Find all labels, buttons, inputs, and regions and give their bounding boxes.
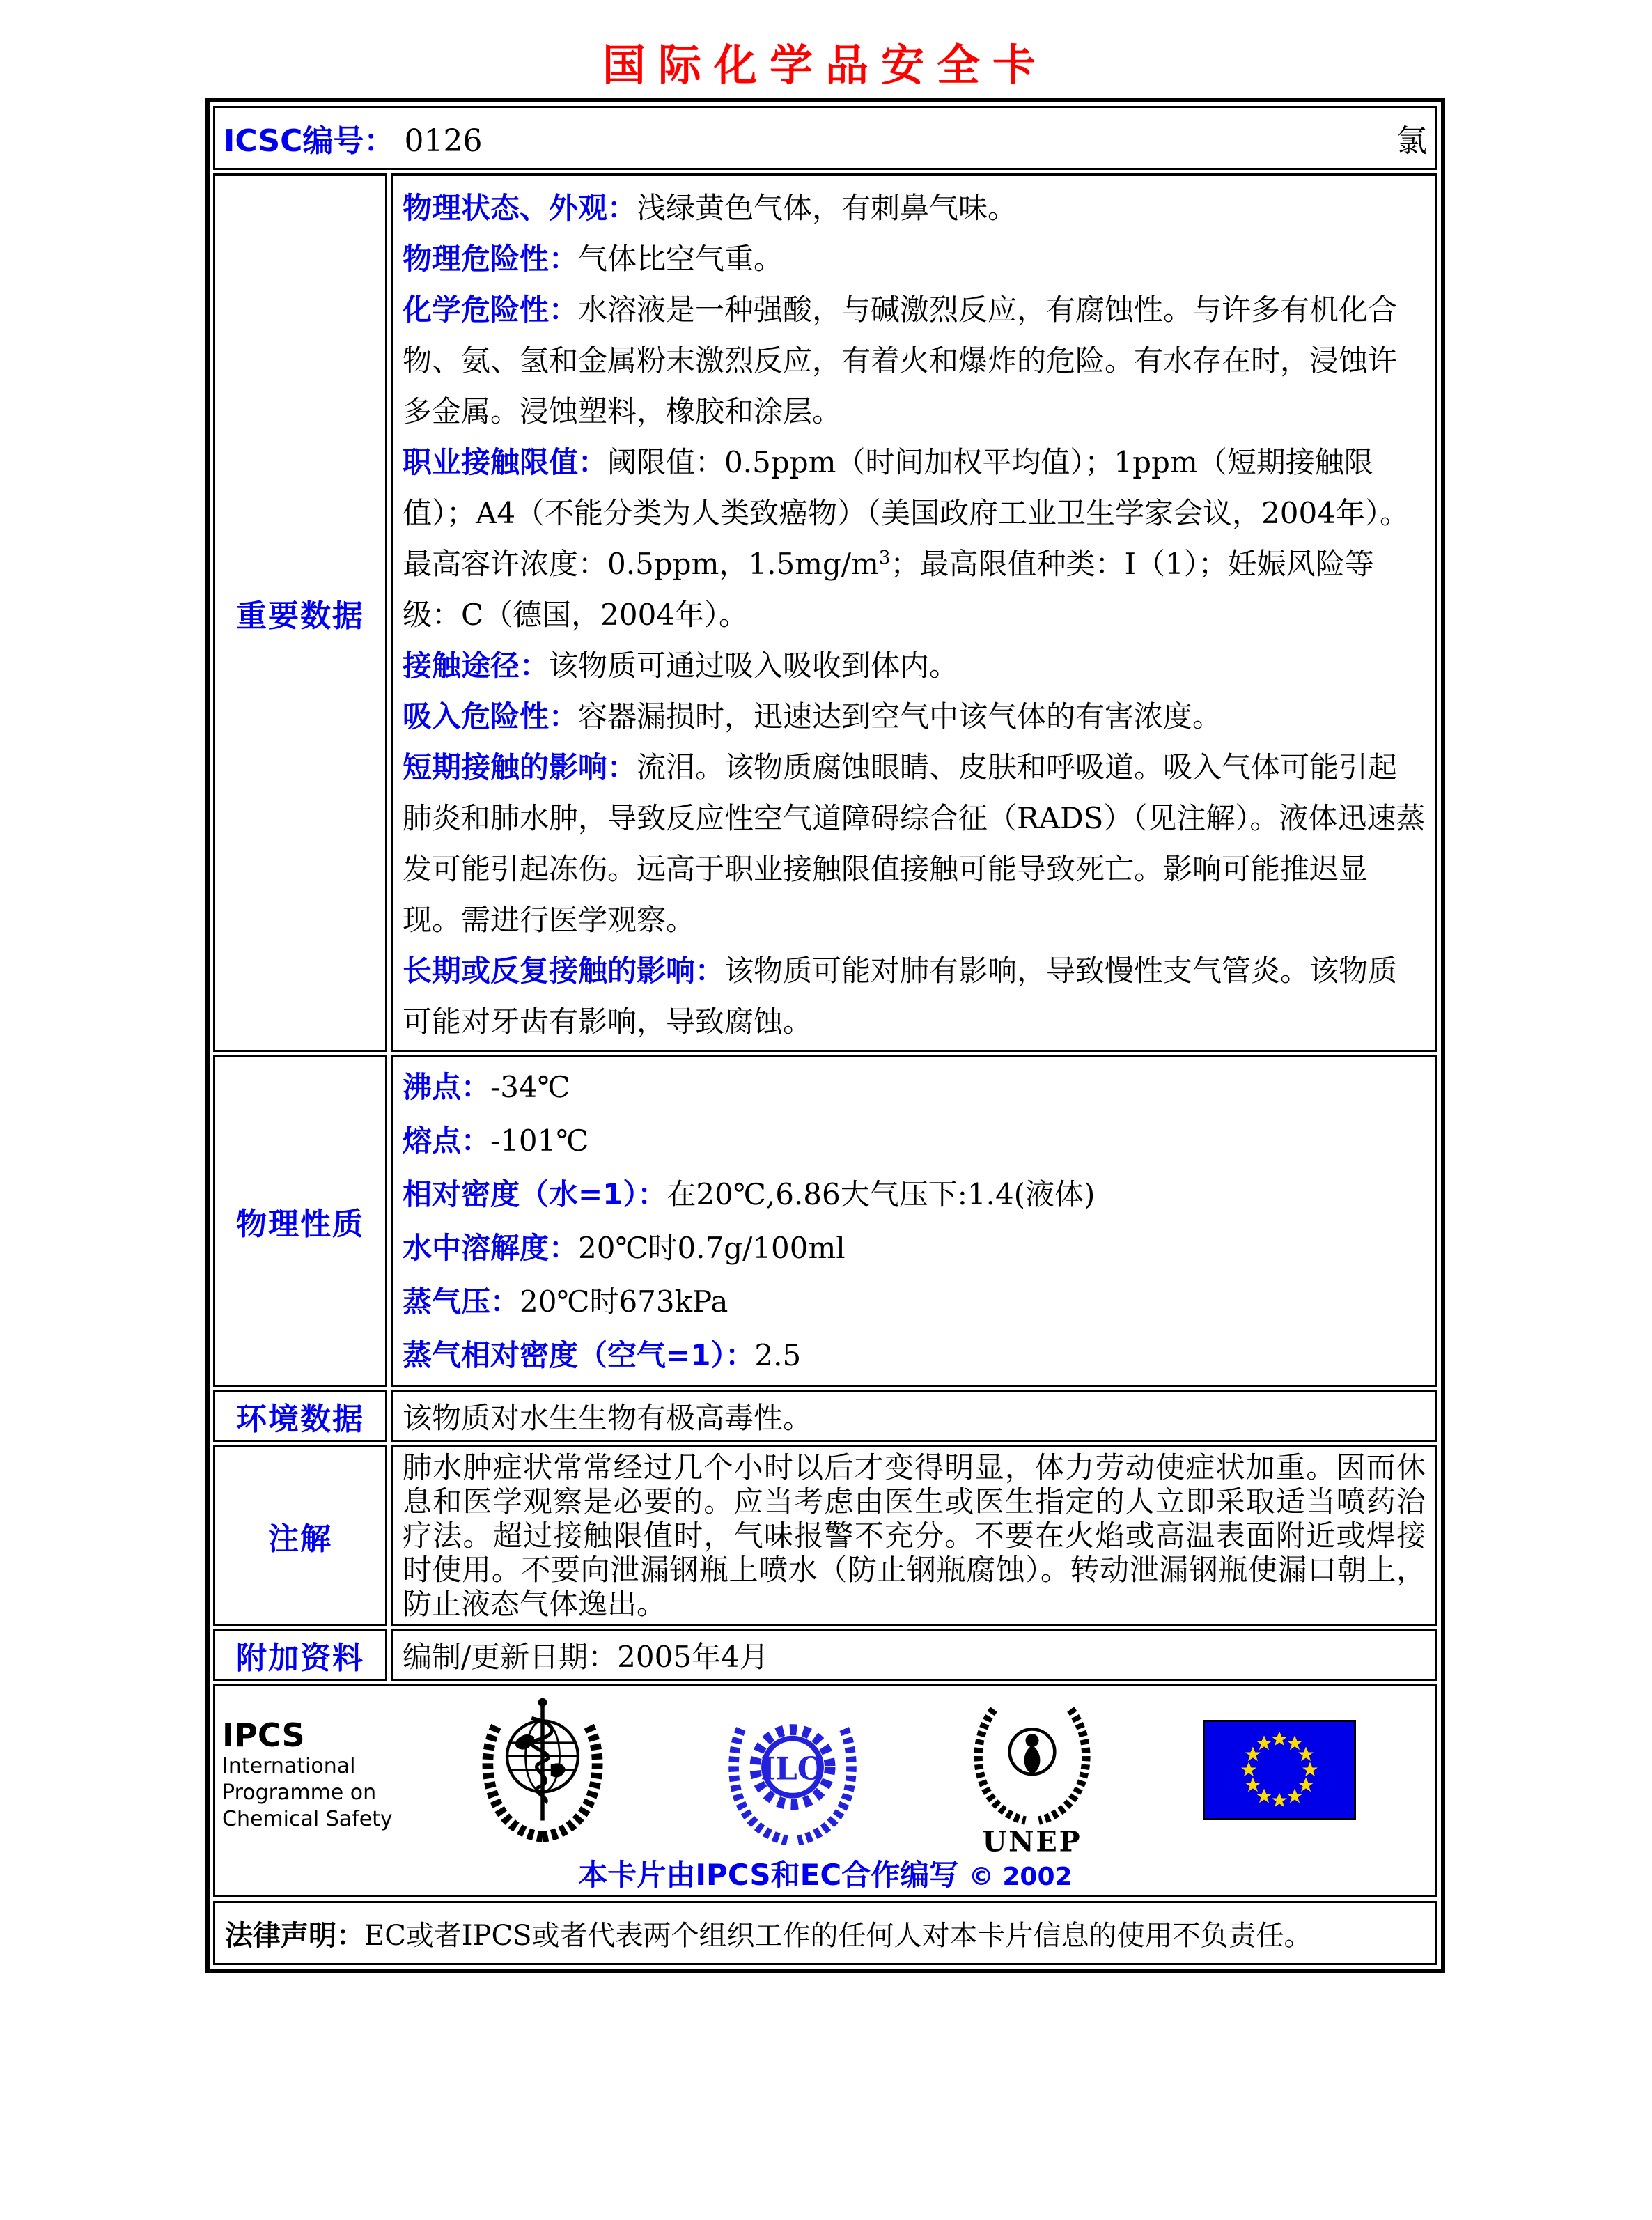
field-label: 水中溶解度： xyxy=(403,1231,579,1265)
environmental-data-row-label: 环境数据 xyxy=(213,1390,387,1442)
field-text: 2.5 xyxy=(754,1338,802,1372)
copyright-text: © 2002 xyxy=(968,1863,1073,1891)
field-label: 接触途径： xyxy=(403,649,550,683)
field-text: 20℃时673kPa xyxy=(520,1284,728,1319)
field-label: 蒸气相对密度（空气=1）： xyxy=(403,1338,755,1372)
icsc-number-group xyxy=(224,116,482,160)
environmental-data-row xyxy=(213,1390,1437,1442)
notes-row-label: 注解 xyxy=(213,1445,387,1626)
additional-info-row xyxy=(213,1629,1437,1681)
field-text: 容器漏损时，迅速达到空气中该气体的有害浓度。 xyxy=(578,699,1222,733)
icsc-card xyxy=(205,98,1445,1973)
important-data-row-label: 重要数据 xyxy=(213,173,387,1052)
ipcs-acronym: IPCS xyxy=(222,1716,305,1754)
field-text: 流泪。该物质腐蚀眼睛、皮肤和呼吸道。吸入气体可能引起肺炎和肺水肿，导致反应性空气道障碍综合征（RADS）（见注解）。液体迅速蒸发可能引起冻伤。远高于职业接触限值接触可能导致死亡。影响可能推迟显现。需进行医学观察。 xyxy=(403,750,1426,937)
icsc-number-row xyxy=(213,106,1437,170)
field-label: 物理状态、外观： xyxy=(403,191,637,225)
environmental-data-content: 该物质对水生生物有极高毒性。 xyxy=(391,1390,1437,1442)
legal-notice-cell xyxy=(213,1901,1437,1965)
field-label: 熔点： xyxy=(403,1124,491,1158)
important-data-item-occupational-limits xyxy=(403,437,1426,640)
page-title: 国际化学品安全卡 xyxy=(602,40,1048,91)
cooperation-text: 本卡片由IPCS和EC合作编写 xyxy=(578,1858,959,1892)
field-text: 该物质可通过吸入吸收到体内。 xyxy=(549,649,959,683)
field-label: 物理危险性： xyxy=(403,242,579,276)
logos-area xyxy=(215,1686,1435,1858)
field-label: 蒸气压： xyxy=(403,1284,520,1319)
physical-property-vapor-pressure xyxy=(403,1275,1426,1328)
field-text: 20℃时0.7g/100ml xyxy=(578,1231,846,1265)
ipcs-text-block xyxy=(222,1717,393,1833)
field-text: 在20℃,6.86大气压下:1.4(液体) xyxy=(667,1177,1096,1211)
important-data-content xyxy=(391,173,1437,1052)
logos-cell xyxy=(213,1684,1437,1897)
unep-letters: UNEP xyxy=(982,1826,1082,1858)
physical-property-vapor-relative-density xyxy=(403,1328,1426,1382)
ipcs-line-2: Programme on xyxy=(222,1780,377,1805)
ipcs-line-1: International xyxy=(222,1754,356,1778)
chemical-name: 氯 xyxy=(1396,123,1427,159)
field-text: -101℃ xyxy=(490,1124,589,1158)
field-text: 气体比空气重。 xyxy=(578,242,784,276)
icsc-number-value: 0126 xyxy=(404,123,483,159)
cooperation-note xyxy=(215,1858,1435,1895)
ilo-letters: ILO xyxy=(761,1750,825,1787)
physical-properties-content xyxy=(391,1055,1437,1387)
additional-info-row-label: 附加资料 xyxy=(213,1629,387,1681)
field-label: 沸点： xyxy=(403,1070,491,1104)
important-data-item-exposure-routes xyxy=(403,640,1426,691)
field-label: 短期接触的影响： xyxy=(403,750,637,784)
important-data-item-long-term-effects xyxy=(403,945,1426,1047)
physical-property-boiling-point xyxy=(403,1060,1426,1114)
icsc-number-cell xyxy=(213,106,1437,170)
legal-notice-label: 法律声明： xyxy=(225,1919,364,1952)
unep-emblem-icon xyxy=(966,1693,1098,1858)
field-text: 阈限值：0.5ppm（时间加权平均值）；1ppm（短期接触限值）；A4（不能分类为人类致癌物）（美国政府工业卫生学家会议，2004年）。最高容许浓度：0.5ppm，1.5mg/m xyxy=(403,445,1409,581)
important-data-item-short-term-effects xyxy=(403,742,1426,945)
physical-property-relative-density xyxy=(403,1167,1426,1221)
icsc-card-table xyxy=(210,102,1441,1969)
legal-notice-row xyxy=(213,1901,1437,1965)
field-label: 长期或反复接触的影响： xyxy=(403,954,725,988)
eu-flag-icon xyxy=(1203,1720,1356,1820)
superscript-3: 3 xyxy=(878,548,891,568)
field-label: 相对密度（水=1）： xyxy=(403,1177,667,1211)
physical-property-water-solubility xyxy=(403,1221,1426,1275)
important-data-item-inhalation-risk xyxy=(403,691,1426,742)
field-label: 化学危险性： xyxy=(403,293,579,327)
logos-row xyxy=(213,1684,1437,1897)
physical-property-melting-point xyxy=(403,1114,1426,1167)
important-data-item-chemical-danger xyxy=(403,284,1426,437)
physical-properties-row xyxy=(213,1055,1437,1387)
notes-row xyxy=(213,1445,1437,1626)
additional-info-content: 编制/更新日期：2005年4月 xyxy=(391,1629,1437,1681)
important-data-item-physical-state xyxy=(403,183,1426,233)
legal-notice-text: EC或者IPCS或者代表两个组织工作的任何人对本卡片信息的使用不负责任。 xyxy=(364,1919,1312,1952)
field-text: 浅绿黄色气体，有刺鼻气味。 xyxy=(637,191,1018,225)
icsc-number-label: ICSC编号： xyxy=(224,123,395,159)
field-text: 水溶液是一种强酸，与碱激烈反应，有腐蚀性。与许多有机化合物、氨、氢和金属粉末激烈反应，有着火和爆炸的危险。有水存在时，浸蚀许多金属。浸蚀塑料，橡胶和涂层。 xyxy=(403,293,1398,428)
field-text: 该物质可能对肺有影响，导致慢性支气管炎。该物质可能对牙齿有影响，导致腐蚀。 xyxy=(403,954,1398,1039)
ipcs-line-3: Chemical Safety xyxy=(222,1807,393,1831)
field-text: ；最高限值种类：I（1）；妊娠风险等级：C（德国，2004年）。 xyxy=(403,547,1374,632)
ilo-emblem-icon xyxy=(712,1702,873,1845)
important-data-item-physical-danger xyxy=(403,233,1426,284)
notes-content: 肺水肿症状常常经过几个小时以后才变得明显，体力劳动使症状加重。因而休息和医学观察是必要的。应当考虑由医生或医生指定的人立即采取适当喷药治疗法。超过接触限值时，气味报警不充分。不要在火焰或高温表面附近或焊接时使用。不要向泄漏钢瓶上喷水（防止钢瓶腐蚀）。转动泄漏钢瓶使漏口朝上，防止液态气体逸出。 xyxy=(391,1445,1437,1626)
who-emblem-icon xyxy=(474,1693,611,1847)
field-label: 吸入危险性： xyxy=(403,699,579,733)
field-text: -34℃ xyxy=(490,1070,570,1104)
important-data-row xyxy=(213,173,1437,1052)
field-label: 职业接触限值： xyxy=(403,445,608,479)
physical-properties-row-label: 物理性质 xyxy=(213,1055,387,1387)
